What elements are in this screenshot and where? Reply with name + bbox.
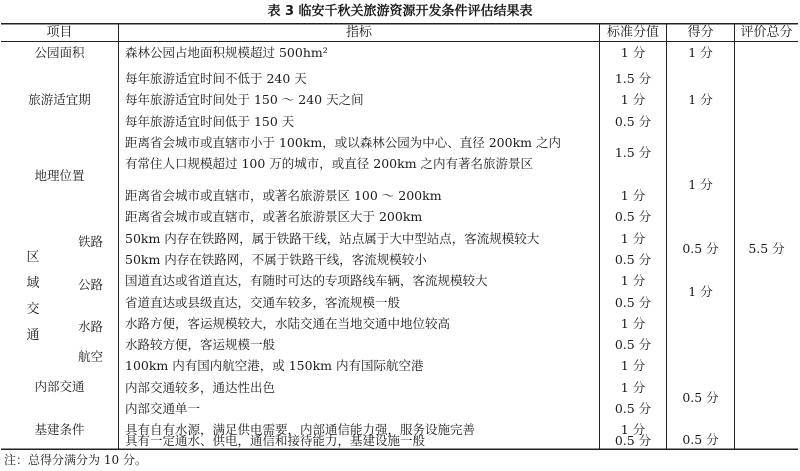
standard-value: 0.5 分 <box>614 401 652 416</box>
score-value: 0.5 分 <box>682 432 719 447</box>
score-value: 0.5 分 <box>682 241 719 256</box>
indicator-text: 每年旅游适宜时间不低于 240 天 <box>125 71 307 86</box>
table-footnote: 注：总得分满分为 10 分。 <box>4 453 147 467</box>
header-item: 项目 <box>46 25 73 40</box>
subgroup-aviation: 航空 <box>77 349 103 364</box>
group-location: 地理位置 <box>34 168 85 183</box>
score-value: 1 分 <box>688 45 713 60</box>
standard-value: 1 分 <box>620 316 646 331</box>
standard-value: 1 分 <box>620 380 646 395</box>
standard-value: 0.5 分 <box>614 337 652 352</box>
subgroup-waterway: 水路 <box>77 319 103 334</box>
indicator-text: 内部交通单一 <box>125 401 201 416</box>
indicator-text: 每年旅游适宜时间处于 150 ～ 240 天之间 <box>125 92 364 107</box>
header-standard: 标准分值 <box>606 25 659 40</box>
standard-value: 0.5 分 <box>614 114 652 129</box>
score-value: 1 分 <box>688 92 713 107</box>
indicator-text: 森林公园占地面积规模超过 500hm² <box>125 45 328 60</box>
indicator-text-last: 具有一定通水、供电，通信和接待能力，基建设施一般 <box>125 433 426 448</box>
standard-value: 1 分 <box>620 358 646 373</box>
score-value: 0.5 分 <box>682 390 719 405</box>
standard-value: 1 分 <box>620 188 646 203</box>
indicator-text: 水路较方便，客运规模一般 <box>125 337 276 352</box>
indicator-text: 距离省会城市或直辖市，或著名旅游景区 100 ～ 200km <box>125 188 442 203</box>
standard-value: 1 分 <box>620 422 646 437</box>
indicator-text: 省道直达或县级直达，交通车较多，客流规模一般 <box>125 295 401 310</box>
standard-value: 1 分 <box>620 273 646 288</box>
indicator-text: 内部交通较多，通达性出色 <box>125 380 276 395</box>
indicator-text: 具有自有水源，满足供电需要，内部通信能力强，服务设施完善 <box>125 422 476 437</box>
standard-value: 1 分 <box>620 231 646 246</box>
indicator-text: 距离省会城市或直辖市小于 100km，或以森林公园为中心、直径 200km 之内 <box>125 135 561 150</box>
indicator-text: 50km 内存在铁路网，不属于铁路干线，客流规模较小 <box>125 252 427 267</box>
group-tourism-period: 旅游适宜期 <box>28 92 91 107</box>
header-score: 得分 <box>687 25 714 40</box>
standard-value: 1 分 <box>620 45 646 60</box>
evaluation-table <box>1 23 798 450</box>
standard-value: 0.5 分 <box>614 252 652 267</box>
transport-char: 通 <box>26 328 40 343</box>
transport-char: 交 <box>26 302 40 317</box>
indicator-text: 有常住人口规模超过 100 万的城市，或直径 200km 之内有著名旅游景区 <box>125 156 534 171</box>
group-infrastructure: 基建条件 <box>34 422 85 437</box>
indicator-text: 每年旅游适宜时间低于 150 天 <box>125 114 295 129</box>
standard-value: 0.5 分 <box>614 295 652 310</box>
score-value: 1 分 <box>688 177 713 192</box>
subgroup-railway: 铁路 <box>77 234 103 249</box>
subgroup-highway: 公路 <box>77 277 103 292</box>
standard-value: 1 分 <box>620 92 646 107</box>
indicator-text: 100km 内有国内航空港，或 150km 内有国际航空港 <box>125 358 424 373</box>
standard-value-last: 0.5 分 <box>614 433 652 448</box>
transport-char: 区 <box>26 250 40 265</box>
standard-value: 1.5 分 <box>614 71 652 86</box>
indicator-text: 50km 内存在铁路网，属于铁路干线，站点属于大中型站点，客流规模较大 <box>125 231 540 246</box>
indicator-text: 距离省会城市或直辖市，或著名旅游景区大于 200km <box>125 209 423 224</box>
transport-char: 域 <box>26 276 40 291</box>
standard-value: 1.5 分 <box>614 145 652 160</box>
standard-value: 0.5 分 <box>614 209 652 224</box>
indicator-text: 水路方便，客运规模较大，水陆交通在当地交通中地位较高 <box>125 316 451 331</box>
header-total: 评价总分 <box>740 25 793 40</box>
group-park-area: 公园面积 <box>34 45 85 60</box>
total-score: 5.5 分 <box>748 241 785 256</box>
group-regional-transport <box>23 245 43 349</box>
table-caption: 表 3 临安千秋关旅游资源开发条件评估结果表 <box>267 4 533 19</box>
indicator-text: 国道直达或省道直达，有随时可达的专项路线车辆，客流规模较大 <box>125 273 488 288</box>
header-indicator: 指标 <box>345 25 372 40</box>
score-value: 1 分 <box>688 284 713 299</box>
group-internal-transport: 内部交通 <box>34 379 85 394</box>
